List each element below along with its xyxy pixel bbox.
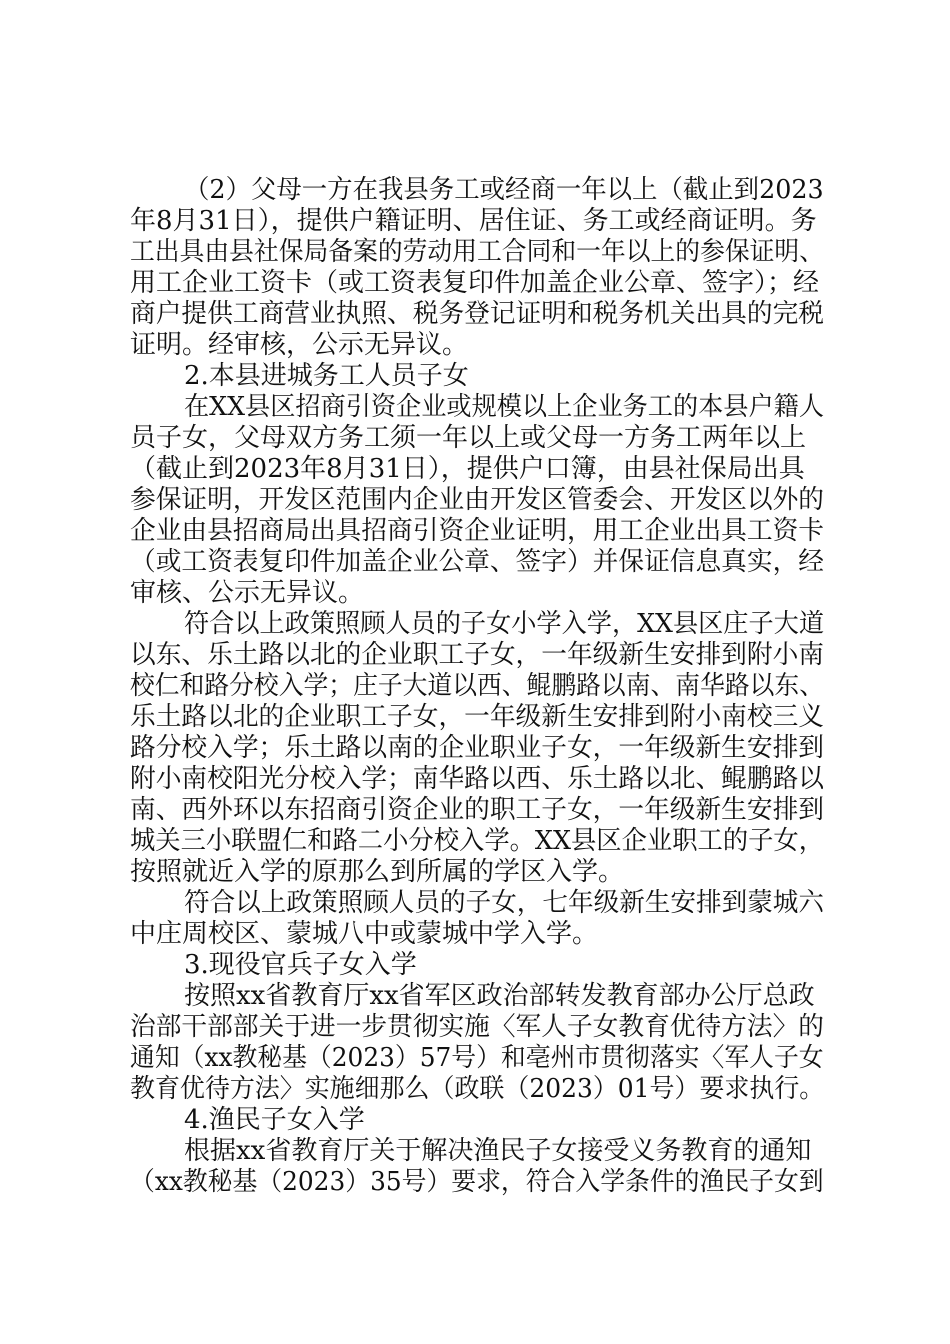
text-line: 商户提供工商营业执照、税务登记证明和税务机关出具的完税 [130, 299, 825, 329]
text-line: （xx教秘基（2023）35号）要求，符合入学条件的渔民子女到 [130, 1167, 824, 1197]
text-line: 企业由县招商局出具招商引资企业证明，用工企业出具工资卡 [130, 516, 825, 546]
text-line: 根据xx省教育厅关于解决渔民子女接受义务教育的通知 [184, 1136, 812, 1166]
section-heading: 4.渔民子女入学 [184, 1105, 365, 1135]
text-line: 以东、乐土路以北的企业职工子女，一年级新生安排到附小南 [130, 640, 825, 670]
text-line: 员子女，父母双方务工须一年以上或父母一方务工两年以上 [130, 423, 807, 453]
text-line: 符合以上政策照顾人员的子女，七年级新生安排到蒙城六 [184, 888, 825, 918]
text-line: 治部干部部关于进一步贯彻实施〈军人子女教育优待方法〉的 [130, 1012, 825, 1042]
text-line: 中庄周校区、蒙城八中或蒙城中学入学。 [130, 919, 599, 949]
text-line: 通知（xx教秘基（2023）57号）和亳州市贯彻落实〈军人子女 [130, 1043, 824, 1073]
text-line: 路分校入学；乐土路以南的企业职业子女，一年级新生安排到 [130, 733, 825, 763]
text-line: 年8月31日），提供户籍证明、居住证、务工或经商证明。务 [130, 206, 817, 236]
text-line: 教育优待方法〉实施细那么（政联（2023）01号）要求执行。 [130, 1074, 825, 1104]
text-line: 南、西外环以东招商引资企业的职工子女，一年级新生安排到 [130, 795, 825, 825]
text-line: 用工企业工资卡（或工资表复印件加盖企业公章、签字）；经 [130, 268, 820, 298]
text-line: 校仁和路分校入学；庄子大道以西、鲲鹏路以南、南华路以东、 [130, 671, 825, 701]
text-line: （或工资表复印件加盖企业公章、签字）并保证信息真实，经 [130, 547, 825, 577]
text-line: 审核、公示无异议。 [130, 578, 365, 608]
text-line: 城关三小联盟仁和路二小分校入学。XX县区企业职工的子女， [130, 826, 825, 856]
text-line: 参保证明，开发区范围内企业由开发区管委会、开发区以外的 [130, 485, 825, 515]
section-heading: 3.现役官兵子女入学 [184, 950, 417, 980]
text-line: 证明。经审核，公示无异议。 [130, 330, 469, 360]
text-line: 按照就近入学的原那么到所属的学区入学。 [130, 857, 625, 887]
text-line: 乐土路以北的企业职工子女，一年级新生安排到附小南校三义 [130, 702, 825, 732]
text-line: 在XX县区招商引资企业或规模以上企业务工的本县户籍人 [184, 392, 825, 422]
text-line: 附小南校阳光分校入学；南华路以西、乐土路以北、鲲鹏路以 [130, 764, 825, 794]
text-line: （2）父母一方在我县务工或经商一年以上（截止到2023 [184, 175, 824, 205]
text-line: 按照xx省教育厅xx省军区政治部转发教育部办公厅总政 [184, 981, 815, 1011]
text-line: （截止到2023年8月31日），提供户口簿，由县社保局出具 [130, 454, 805, 484]
text-line: 符合以上政策照顾人员的子女小学入学，XX县区庄子大道 [184, 609, 825, 639]
text-line: 工出具由县社保局备案的劳动用工合同和一年以上的参保证明、 [130, 237, 825, 267]
section-heading: 2.本县进城务工人员子女 [184, 361, 469, 391]
